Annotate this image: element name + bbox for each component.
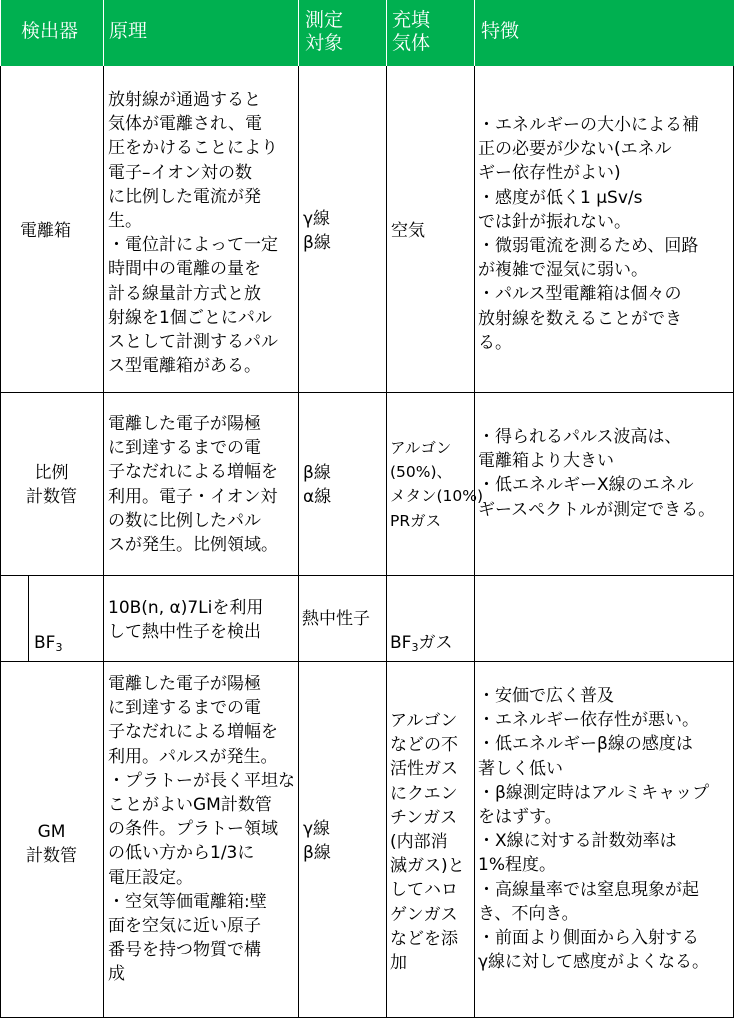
proportional-counter-features: ・得られるパルス波高は、 電離箱より大きい ・低エネルギーX線のエネル ギースペクトルが測定できる。 <box>478 427 716 520</box>
gm-counter-target: γ線 β線 <box>303 819 331 864</box>
header-features <box>474 0 734 66</box>
ion-chamber-target: γ線 β線 <box>303 209 331 254</box>
bf3-name-main: BF <box>34 633 56 654</box>
header-principle <box>103 0 298 66</box>
bf3-gas <box>390 607 452 657</box>
header-target <box>298 0 386 66</box>
ion-chamber-name: 電離箱 <box>20 221 71 241</box>
ion-chamber-principle: 放射線が通過すると 気体が電離され、電 圧をかけることにより 電子–イオン対の数 に比例した電流が発 生。 ・電位計によって一定 時間中の電離の量を 計る線量計方式と放 射線を1個ごとにパル スとして計測するパル ス型電離箱がある。 <box>108 90 278 377</box>
proportional-counter-principle: 電離した電子が陽極 に到達するまでの電 子なだれによる増幅を 利用。電子・イオン対 の数に比例したパル スが発生。比例領域。 <box>108 414 278 556</box>
header-target-label: 測定 対象 <box>305 9 344 54</box>
bf3-name <box>34 607 62 657</box>
proportional-counter-gas: アルゴン (50%)、 メタン(10%) PRガス <box>390 439 484 530</box>
header-detector <box>0 0 103 66</box>
border-col3 <box>386 66 387 1018</box>
header-detector-label: 検出器 <box>21 20 79 42</box>
proportional-counter-target: β線 α線 <box>303 463 332 508</box>
gm-counter-features: ・安価で広く普及 ・エネルギー依存性が悪い。 ・低エネルギーβ線の感度は 著しく低い ・β線測定時はアルミキャップ をはずす。 ・X線に対する計数効率は 1%程度。 ・高線量率では窒息現象が起 き、不向き。 ・前面より側面から入射する γ線に対して感度がよくなる。 <box>478 686 710 973</box>
bf3-gas-tail: ガス <box>418 633 453 654</box>
border-row3 <box>0 661 734 662</box>
header-gas <box>386 0 474 66</box>
ion-chamber-features: ・エネルギーの大小による補 正の必要が少ない(エネル ギー依存性がよい) ・感度が低く1 μSv/s では針が振れない。 ・微弱電流を測るため、回路 が複雑で湿気に弱い。 ・パルス型電離箱は個々の 放射線を数えることができ る。 <box>478 115 699 353</box>
border-col1b <box>28 575 29 661</box>
header-gas-label: 充填 気体 <box>392 9 431 54</box>
bf3-principle: 10B(n, α)7Liを利用 して熱中性子を検出 <box>108 598 264 643</box>
border-col4 <box>474 66 475 1018</box>
ion-chamber-gas: 空気 <box>391 221 425 241</box>
border-col2 <box>298 66 299 1018</box>
border-row1 <box>0 392 734 393</box>
bf3-gas-main: BF <box>390 633 412 654</box>
gm-counter-name: GM 計数管 <box>26 822 77 867</box>
header-features-label: 特徴 <box>481 20 520 42</box>
bf3-gas-sub: 3 <box>411 641 419 655</box>
gm-counter-principle: 電離した電子が陽極 に到達するまでの電 子なだれによる増幅を 利用。パルスが発生。 ・プラトーが長く平坦な ことがよいGM計数管 の条件。プラトー領域 の低い方から1/3に 電圧設定。 ・空気等価電離箱:壁 面を空気に近い原子 番号を持つ物質で構 成 <box>108 674 295 985</box>
border-row2 <box>0 575 734 576</box>
gm-counter-gas: アルゴン などの不 活性ガス にクエン チンガス (内部消 滅ガス)と してハロ ゲンガス などを添 加 <box>390 711 465 974</box>
header-principle-label: 原理 <box>109 20 148 42</box>
bf3-target: 熱中性子 <box>302 609 370 629</box>
proportional-counter-name: 比例 計数管 <box>26 463 77 508</box>
border-left <box>0 66 1 1018</box>
bf3-name-sub: 3 <box>55 641 63 655</box>
border-col1 <box>103 66 104 1018</box>
